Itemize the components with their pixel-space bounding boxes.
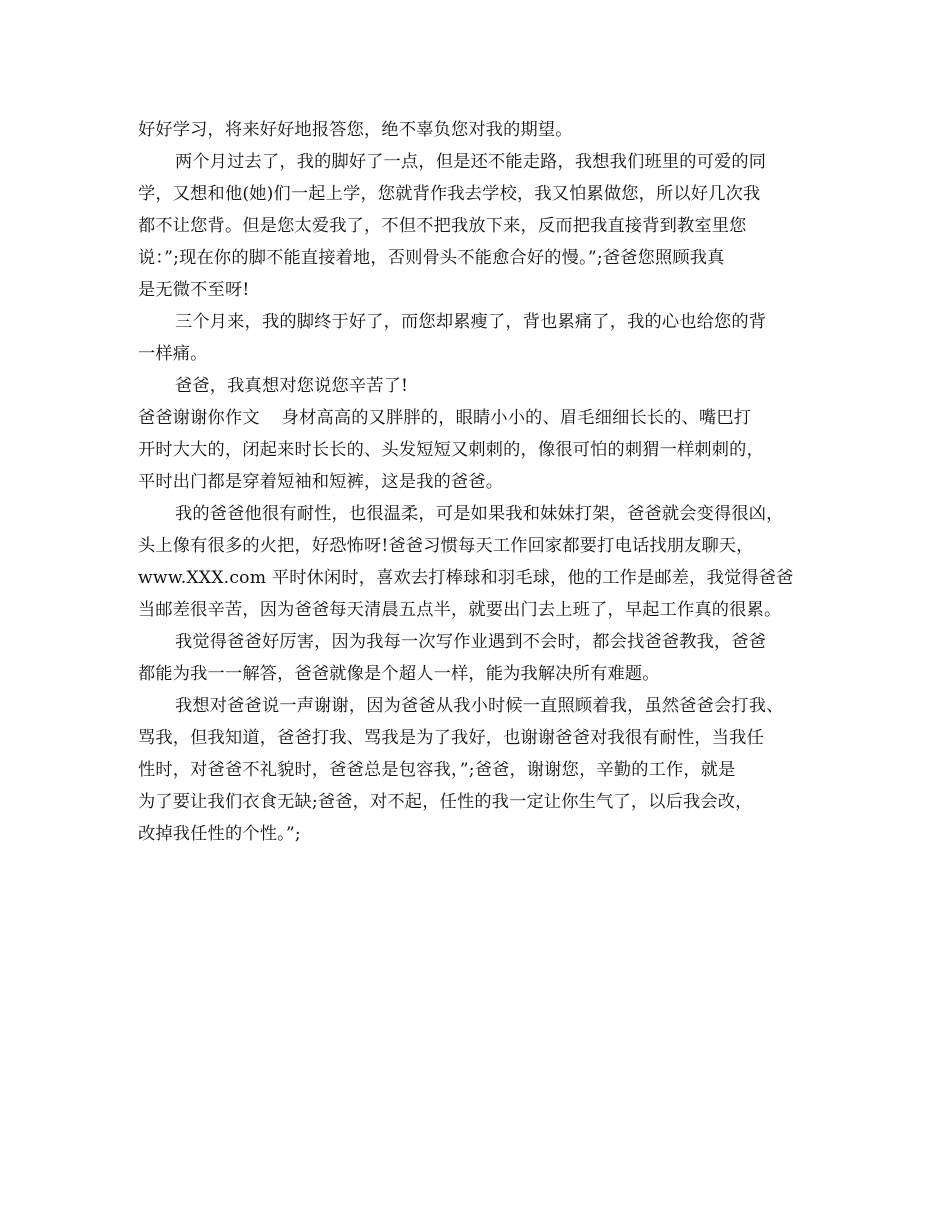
text-line: 一样痛。 (138, 344, 208, 364)
text-line: 头上像有很多的火把，好恐怖呀!爸爸习惯每天工作回家都要打电话找朋友聊天， (138, 536, 754, 556)
article-title: 爸爸谢谢你作文 (138, 408, 260, 428)
paragraph-start-line: 我的爸爸他很有耐性，也很温柔，可是如果我和妹妹打架，爸爸就会变得很凶， (175, 504, 784, 524)
text-line: 都能为我一一解答，爸爸就像是个超人一样，能为我解决所有难题。 (138, 664, 660, 684)
text-line: 好好学习，将来好好地报答您，绝不辜负您对我的期望。 (138, 120, 573, 140)
text-line: 性时，对爸爸不礼貌时，爸爸总是包容我，”;爸爸，谢谢您，辛勤的工作，就是 (138, 760, 736, 780)
text-line: 说：”;现在你的脚不能直接着地，否则骨头不能愈合好的慢。”;爸爸您照顾我真 (138, 248, 725, 268)
text-line: 为了要让我们衣食无缺;爸爸，对不起，任性的我一定让你生气了，以后我会改， (138, 792, 753, 812)
text-line: 都不让您背。但是您太爱我了，不但不把我放下来，反而把我直接背到教室里您 (138, 216, 747, 236)
text-line: 开时大大的，闭起来时长长的、头发短短又刺刺的，像很可怕的刺猬一样刺刺的， (138, 440, 764, 460)
paragraph-start-line: 爸爸，我真想对您说您辛苦了! (175, 376, 409, 396)
paragraph-start-line: 我想对爸爸说一声谢谢，因为爸爸从我小时候一直照顾着我，虽然爸爸会打我、 (175, 696, 784, 716)
text-line: 当邮差很辛苦，因为爸爸每天清晨五点半，就要出门去上班了，早起工作真的很累。 (138, 600, 782, 620)
text-line: 是无微不至呀! (138, 280, 250, 300)
text-line: 平时出门都是穿着短袖和短裤，这是我的爸爸。 (138, 472, 504, 492)
text-line: www.XXX.com 平时休闲时，喜欢去打棒球和羽毛球，他的工作是邮差，我觉得爸爸 (138, 568, 794, 588)
paragraph-start-line: 我觉得爸爸好厉害，因为我每一次写作业遇到不会时，都会找爸爸教我，爸爸 (175, 632, 767, 652)
text-segment: 身材高高的又胖胖的，眼睛小小的、眉毛细细长长的、嘴巴打 (281, 408, 752, 428)
text-line: 学，又想和他(她)们一起上学，您就背作我去学校，我又怕累做您，所以好几次我 (138, 184, 761, 204)
paragraph-start-line: 两个月过去了，我的脚好了一点，但是还不能走路，我想我们班里的可爱的同 (175, 152, 767, 172)
document-body (138, 114, 818, 850)
paragraph-start-line: 三个月来，我的脚终于好了，而您却累瘦了，背也累痛了，我的心也给您的背 (175, 312, 767, 332)
text-line: 改掉我任性的个性。”; (138, 824, 301, 844)
text-line: 骂我，但我知道，爸爸打我、骂我是为了我好，也谢谢爸爸对我很有耐性，当我任 (138, 728, 764, 748)
article-title-line (138, 402, 818, 434)
